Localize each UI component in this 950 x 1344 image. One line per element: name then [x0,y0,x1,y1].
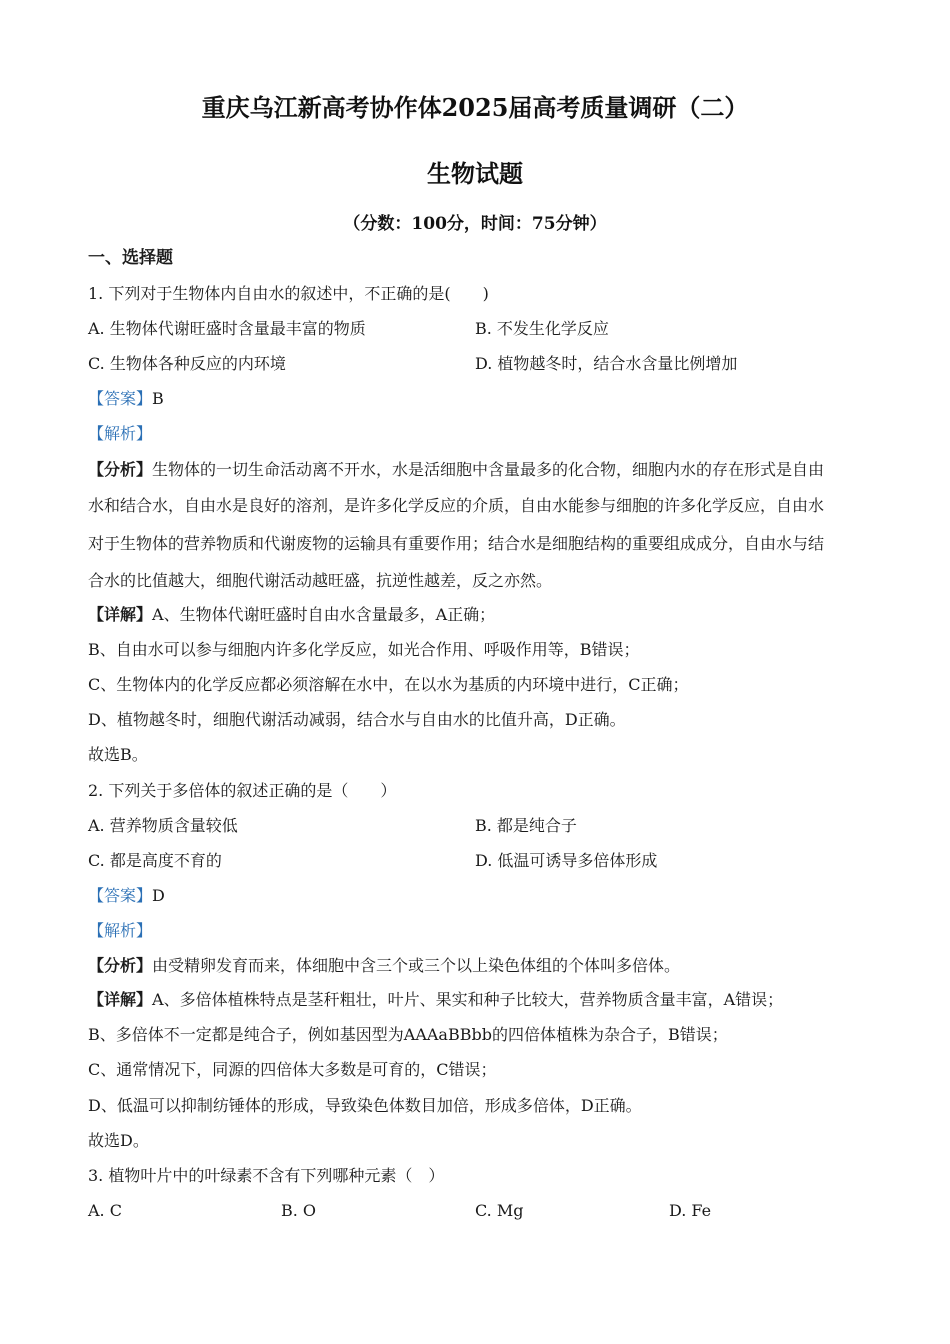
q2-xiangjie-3: C、通常情况下，同源的四倍体大多数是可育的，C错误； [88,1060,497,1079]
q1-xiangjie-4: D、植物越冬时，细胞代谢活动减弱，结合水与自由水的比值升高，D正确。 [88,710,626,729]
q2-xiangjie-4: D、低温可以抑制纺锤体的形成，导致染色体数目加倍，形成多倍体，D正确。 [88,1096,642,1115]
fenxi-tag: 【分析】 [88,460,153,479]
answer-value: D [152,886,165,905]
answer-tag: 【答案】 [88,389,153,408]
xiangjie-tag: 【详解】 [88,990,153,1009]
fenxi-tag: 【分析】 [88,956,153,975]
q2-option-b: B. 都是纯合子 [475,816,577,835]
q1-xiangjie-3: C、生物体内的化学反应都必须溶解在水中，在以水为基质的内环境中进行，C正确； [88,675,689,694]
q1-stem: 1. 下列对于生物体内自由水的叙述中，不正确的是( ) [88,284,489,303]
q2-analysis-tag: 【解析】 [88,921,153,940]
exam-info: （分数：100分，时间：75分钟） [343,214,607,234]
q1-fenxi-3: 对于生物体的营养物质和代谢废物的运输具有重要作用；结合水是细胞结构的重要组成成分，自由水与结 [88,534,825,553]
q1-answer [88,389,164,409]
q3-stem: 3. 植物叶片中的叶绿素不含有下列哪种元素（ ） [88,1166,445,1185]
q2-stem: 2. 下列关于多倍体的叙述正确的是（ ） [88,781,397,800]
q2-conclusion: 故选D。 [88,1131,149,1150]
q2-xiangjie-2: B、多倍体不一定都是纯合子，例如基因型为AAAaBBbb的四倍体植株为杂合子，B错误； [88,1025,728,1044]
q1-xiangjie-1 [88,605,495,625]
q3-option-b: B. O [281,1201,317,1220]
q2-option-d: D. 低温可诱导多倍体形成 [475,851,658,870]
q2-option-a: A. 营养物质含量较低 [88,816,238,835]
q1-option-d: D. 植物越冬时，结合水含量比例增加 [475,354,738,373]
q1-xiangjie-2: B、自由水可以参与细胞内许多化学反应，如光合作用、呼吸作用等，B错误； [88,640,640,659]
q1-fenxi-4: 合水的比值越大，细胞代谢活动越旺盛，抗逆性越差，反之亦然。 [88,571,553,590]
answer-tag: 【答案】 [88,886,153,905]
q1-option-b: B. 不发生化学反应 [475,319,609,338]
q3-option-d: D. Fe [669,1201,712,1220]
q1-analysis-tag: 【解析】 [88,424,153,443]
q1-option-a: A. 生物体代谢旺盛时含量最丰富的物质 [88,319,366,338]
q3-option-a: A. C [88,1201,122,1220]
exam-title: 重庆乌江新高考协作体2025届高考质量调研（二） [201,93,749,122]
fenxi-text: 生物体的一切生命活动离不开水，水是活细胞中含量最多的化合物，细胞内水的存在形式是自由 [152,460,825,479]
q1-fenxi-2: 水和结合水，自由水是良好的溶剂，是许多化学反应的介质，自由水能参与细胞的许多化学反应，自由水 [88,496,825,515]
q2-answer [88,886,165,906]
q2-xiangjie-1 [88,990,783,1010]
answer-value: B [152,389,164,408]
q1-option-c: C. 生物体各种反应的内环境 [88,354,286,373]
xiangjie-text: A、多倍体植株特点是茎秆粗壮，叶片、果实和种子比较大，营养物质含量丰富，A错误； [152,990,784,1009]
subject-title: 生物试题 [427,159,523,188]
q1-fenxi-1 [88,460,824,480]
q2-option-c: C. 都是高度不育的 [88,851,222,870]
xiangjie-text: A、生物体代谢旺盛时自由水含量最多，A正确； [152,605,496,624]
q3-option-c: C. Mg [475,1201,524,1220]
q2-fenxi-1 [88,956,680,976]
xiangjie-tag: 【详解】 [88,605,153,624]
section-heading: 一、选择题 [88,248,173,268]
fenxi-text: 由受精卵发育而来，体细胞中含三个或三个以上染色体组的个体叫多倍体。 [152,956,681,975]
q1-conclusion: 故选B。 [88,745,148,764]
